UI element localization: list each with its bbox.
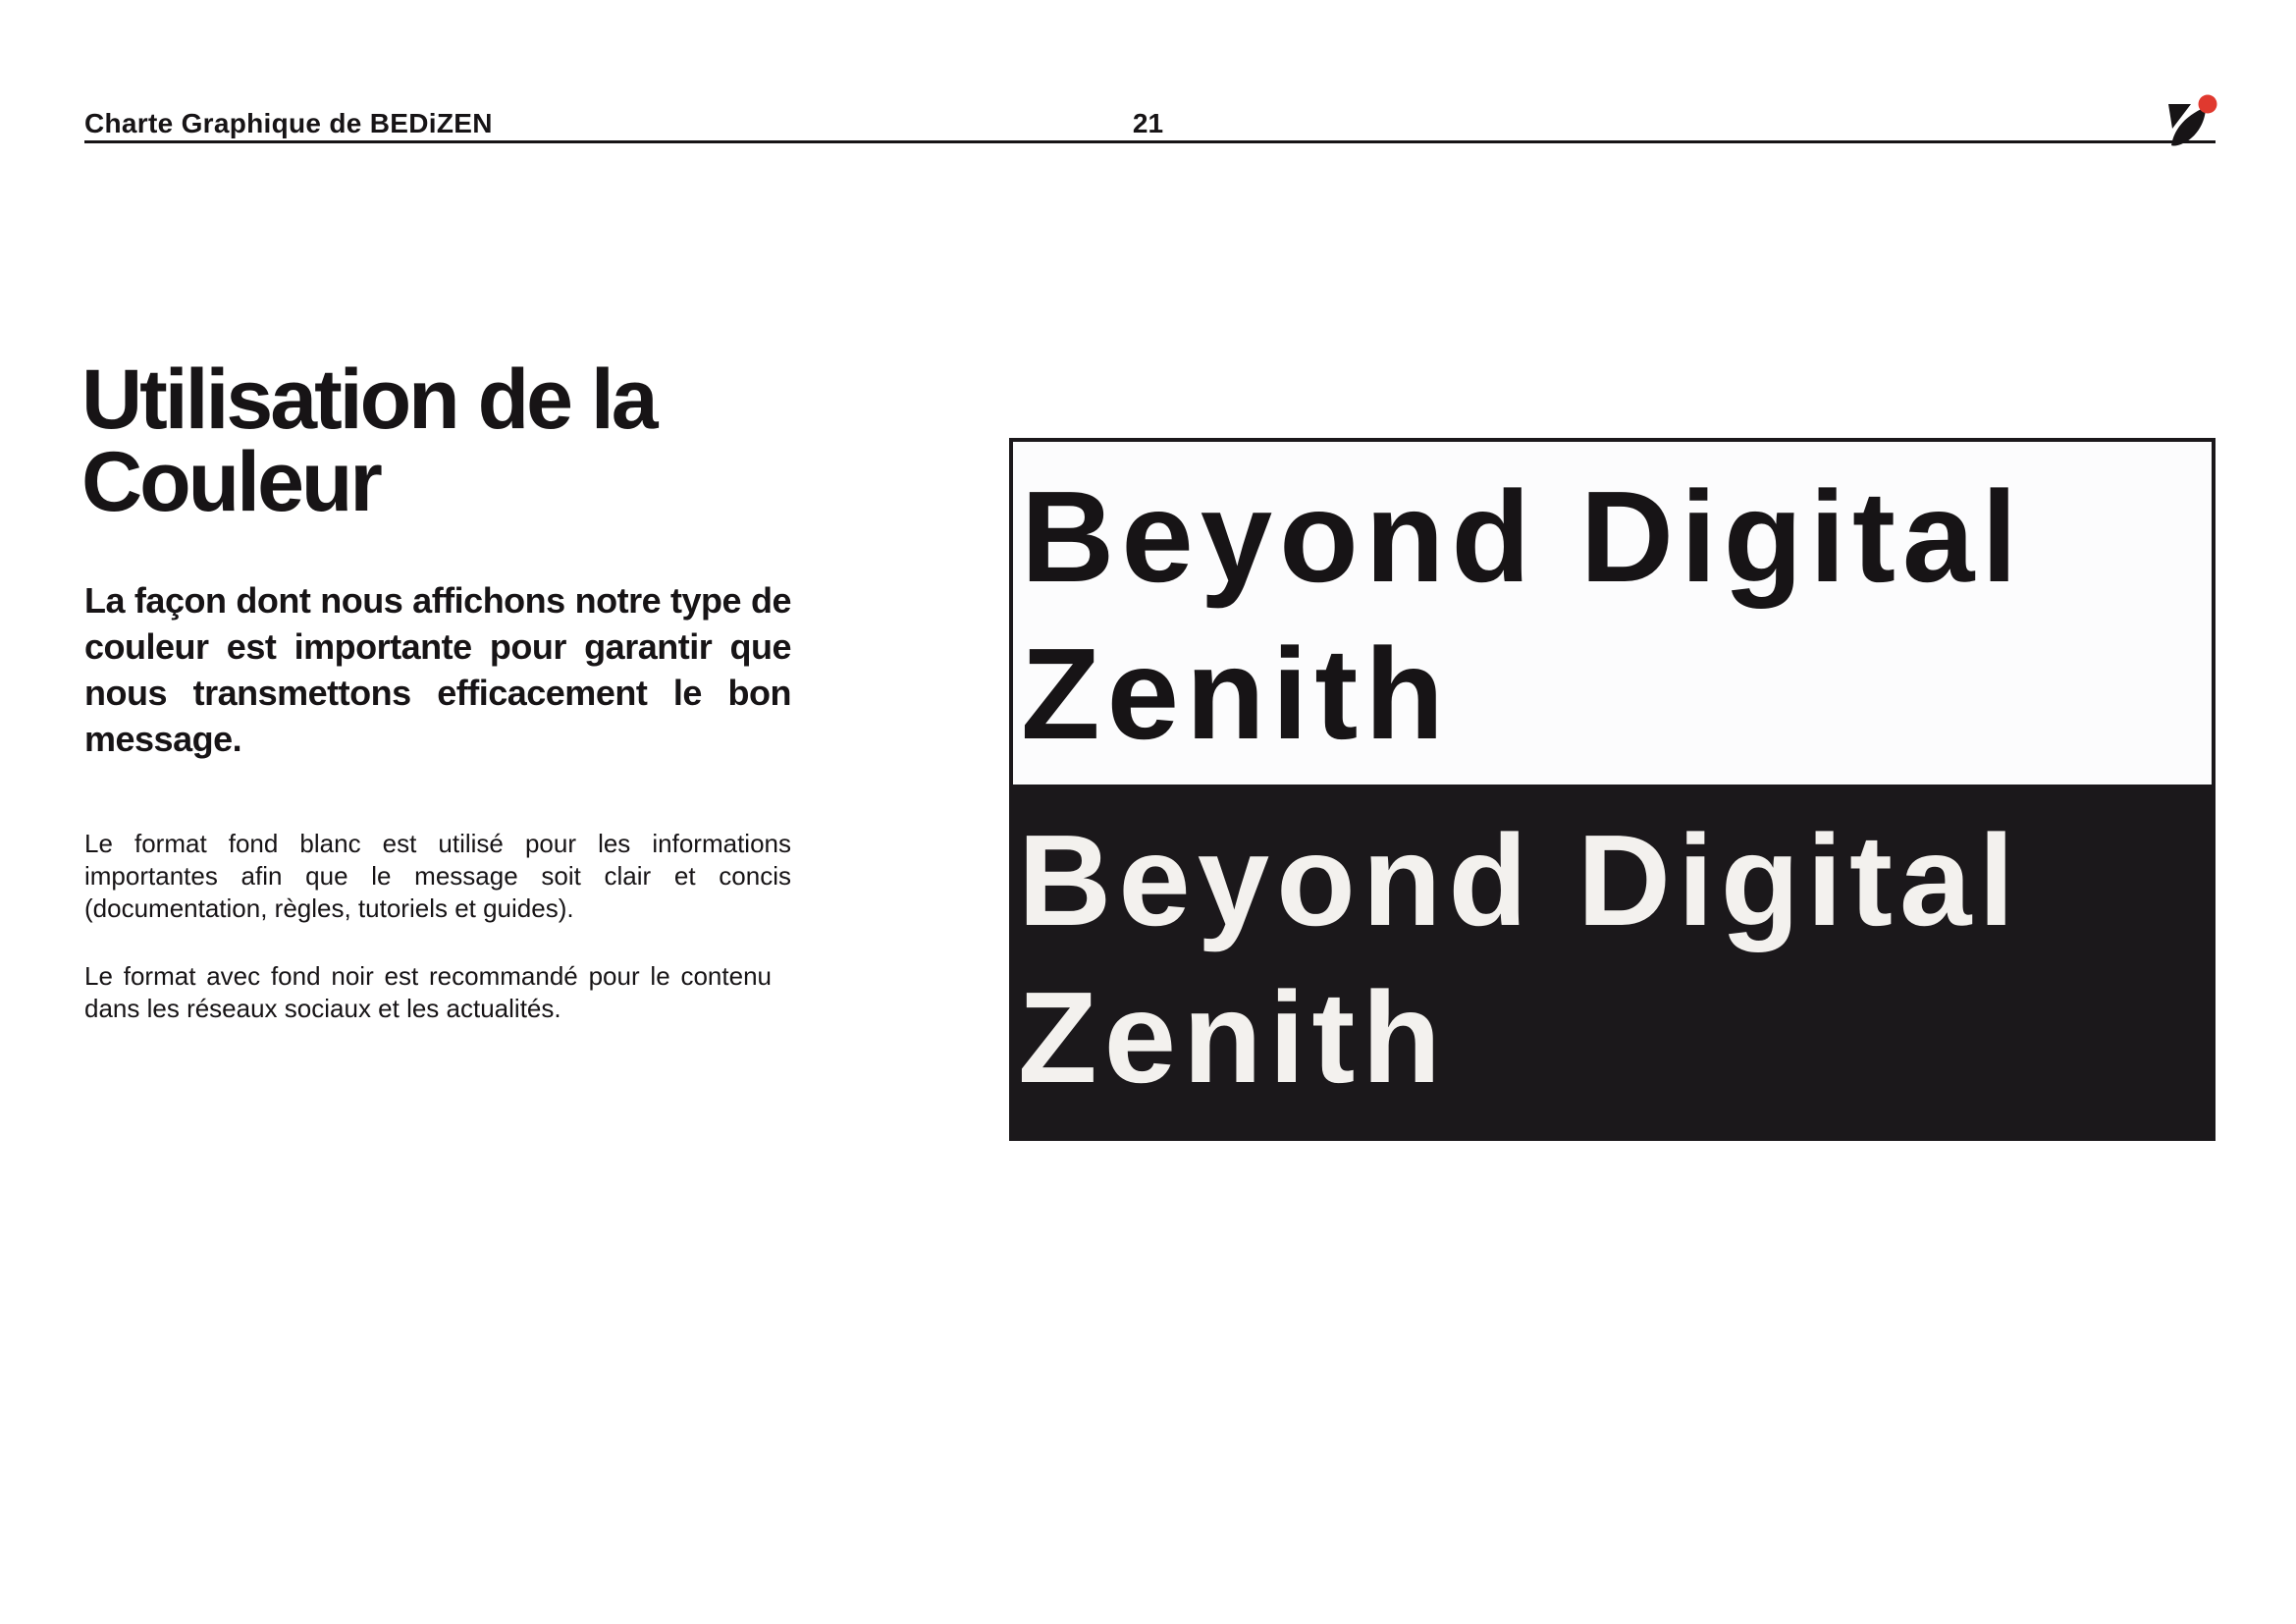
- logotype-sample-light-panel: [1009, 438, 2216, 788]
- page-title: Utilisation de la Couleur: [81, 352, 656, 529]
- black-format-note: Le format avec fond noir est recommandé pour le contenu dans les réseaux sociaux et les actualités.: [84, 961, 772, 1023]
- logotype-sample-light-text: Beyond Digital Zenith: [1021, 464, 2025, 766]
- header-divider: [84, 140, 2216, 143]
- white-format-note: Le format fond blanc est utilisé pour les informations importantes afin que le message soit clair et concis (documentation, règles, tutoriels et guides).: [84, 829, 791, 923]
- page-number: 21: [1132, 108, 1164, 138]
- logotype-sample-dark-text: Beyond Digital Zenith: [1018, 808, 2022, 1110]
- logotype-sample-dark-panel: [1009, 788, 2216, 1141]
- document-title: Charte Graphique de BEDiZEN: [84, 108, 493, 138]
- intro-paragraph: La façon dont nous affichons notre type de couleur est importante pour garantir que nous transmettons efficacement le bon message.: [84, 580, 791, 759]
